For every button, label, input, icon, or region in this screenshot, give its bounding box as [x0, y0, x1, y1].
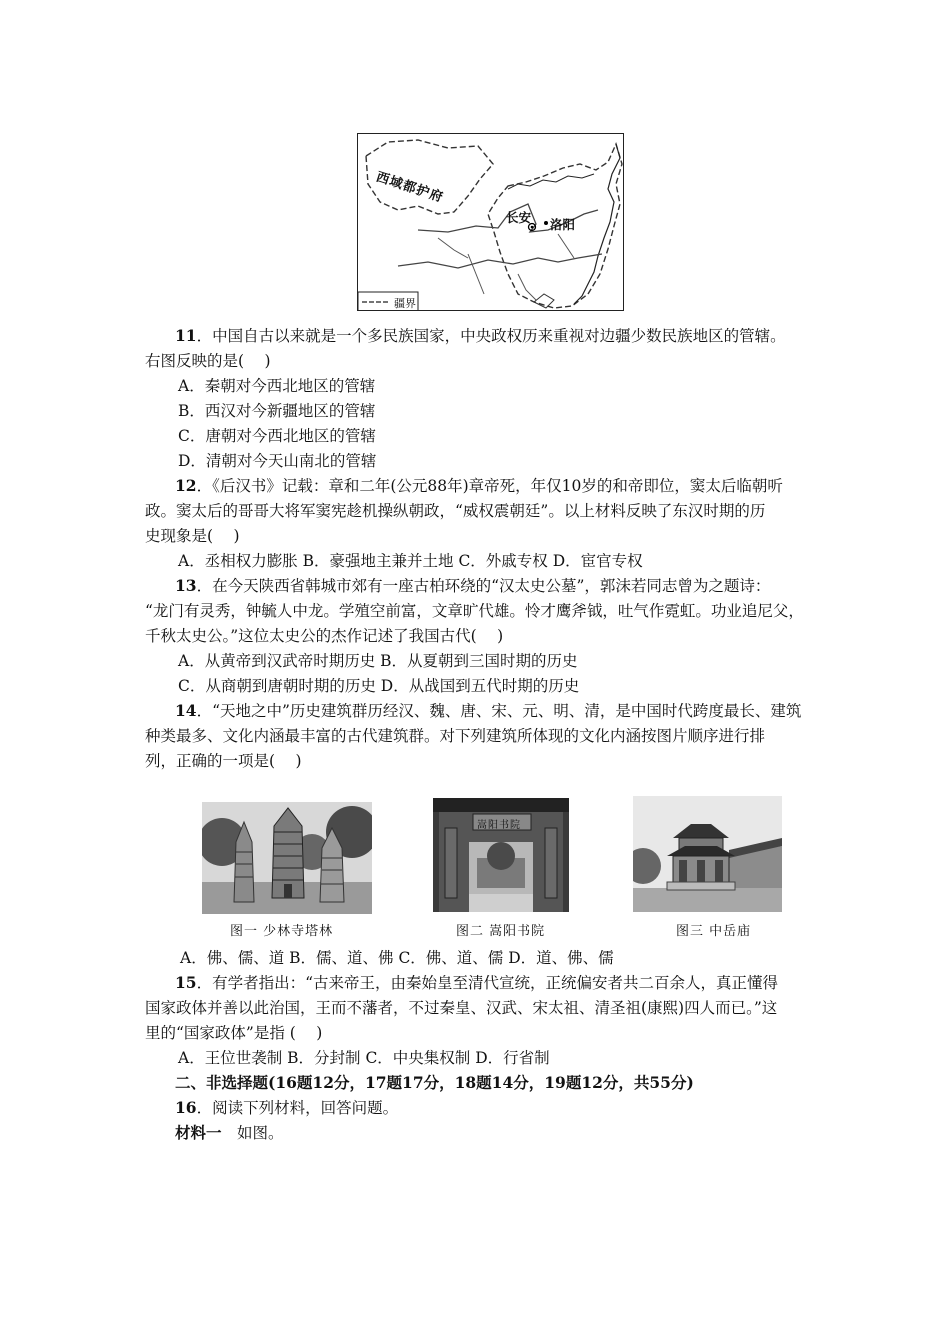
caption-figure-3: 图三 中岳庙 [676, 924, 752, 939]
map-label-luoyang: 洛阳 [550, 217, 576, 232]
photo-shaolin-pagodas [202, 802, 372, 914]
q13-line2: “龙门有灵秀，钟毓人中龙。学殖空前富，文章旷代雄。怜才鹰斧钺，吐气作霓虹。功业追尼父， [145, 602, 804, 620]
q13-number: 13 [175, 576, 197, 595]
q11-option-b: B．西汉对今新疆地区的管辖 [178, 402, 376, 420]
q11-number: 11 [175, 326, 197, 345]
q15-line2: 国家政体并善以此治国，王而不藩者，不过秦皇、汉武、宋太祖、清圣祖(康熙)四人而已。”这 [145, 999, 778, 1017]
q14-options: A．佛、儒、道 B．儒、道、佛 C．佛、道、儒 D．道、佛、儒 [180, 949, 614, 967]
q14-line2: 种类最多、文化内涵最丰富的古代建筑群。对下列建筑所体现的文化内涵按图片顺序进行排 [145, 727, 766, 745]
q11-line2: 右图反映的是( ) [145, 352, 271, 370]
q14-line1: 14．“天地之中”历史建筑群历经汉、魏、唐、宋、元、明、清，是中国时代跨度最长、建筑 [175, 701, 802, 720]
plaque-text: 嵩阳书院 [477, 820, 521, 831]
photo-songyang-academy [433, 798, 569, 912]
q13-line1: 13．在今天陕西省韩城市郊有一座古柏环绕的“汉太史公墓”，郭沫若同志曾为之题诗： [175, 576, 771, 595]
material-1-label: 材料一 [175, 1123, 222, 1142]
q12-line1: 12．《后汉书》记载：章和二年(公元88年)章帝死，年仅10岁的和帝即位，窦太后临朝听 [175, 476, 783, 495]
q11-option-a: A．秦朝对今西北地区的管辖 [178, 377, 376, 395]
map-label-xiyu: 西域都护府 [374, 169, 446, 206]
material-1: 材料一 如图。 [175, 1123, 284, 1142]
q12-options: A．丞相权力膨胀 B．豪强地主兼并土地 C．外戚专权 D．宦官专权 [178, 552, 643, 570]
q11-option-c: C．唐朝对今西北地区的管辖 [178, 427, 376, 445]
han-map-figure [357, 133, 624, 311]
q11-option-d: D．清朝对今天山南北的管辖 [178, 452, 377, 470]
q16-line1: 16．阅读下列材料，回答问题。 [175, 1098, 399, 1117]
map-label-changan: 长安 [506, 210, 532, 225]
q14-number: 14 [175, 701, 197, 720]
q12-line3: 史现象是( ) [145, 527, 240, 545]
q13-options-row1: A．从黄帝到汉武帝时期历史 B．从夏朝到三国时期的历史 [178, 652, 578, 670]
q15-line3: 里的“国家政体”是指 ( ) [145, 1024, 323, 1042]
photo-zhongyue-temple [633, 796, 782, 912]
q14-line3: 列，正确的一项是( ) [145, 752, 302, 770]
q15-options: A．王位世袭制 B．分封制 C．中央集权制 D．行省制 [178, 1049, 550, 1067]
q12-line2: 政。窦太后的哥哥大将军窦宪趁机操纵朝政，“威权震朝廷”。以上材料反映了东汉时期的历 [145, 502, 766, 520]
q15-line1: 15．有学者指出：“古来帝王，由秦始皇至清代宣统，正统偏安者共二百余人，真正懂得 [175, 973, 779, 992]
q13-line3: 千秋太史公。”这位太史公的杰作记述了我国古代( ) [145, 627, 504, 645]
map-legend-text: 疆界 [394, 297, 416, 310]
caption-figure-1: 图一 少林寺塔林 [230, 924, 334, 939]
q12-number: 12 [175, 476, 197, 495]
q13-options-row2: C．从商朝到唐朝时期的历史 D．从战国到五代时期的历史 [178, 677, 580, 695]
map-drawing [358, 134, 624, 311]
q15-number: 15 [175, 973, 197, 992]
caption-figure-2: 图二 嵩阳书院 [456, 924, 546, 939]
q16-number: 16 [175, 1098, 197, 1117]
q11-line1: 11．中国自古以来就是一个多民族国家，中央政权历来重视对边疆少数民族地区的管辖。 [175, 326, 786, 345]
section-2-heading: 二、非选择题(16题12分，17题17分，18题14分，19题12分，共55分) [175, 1073, 694, 1092]
